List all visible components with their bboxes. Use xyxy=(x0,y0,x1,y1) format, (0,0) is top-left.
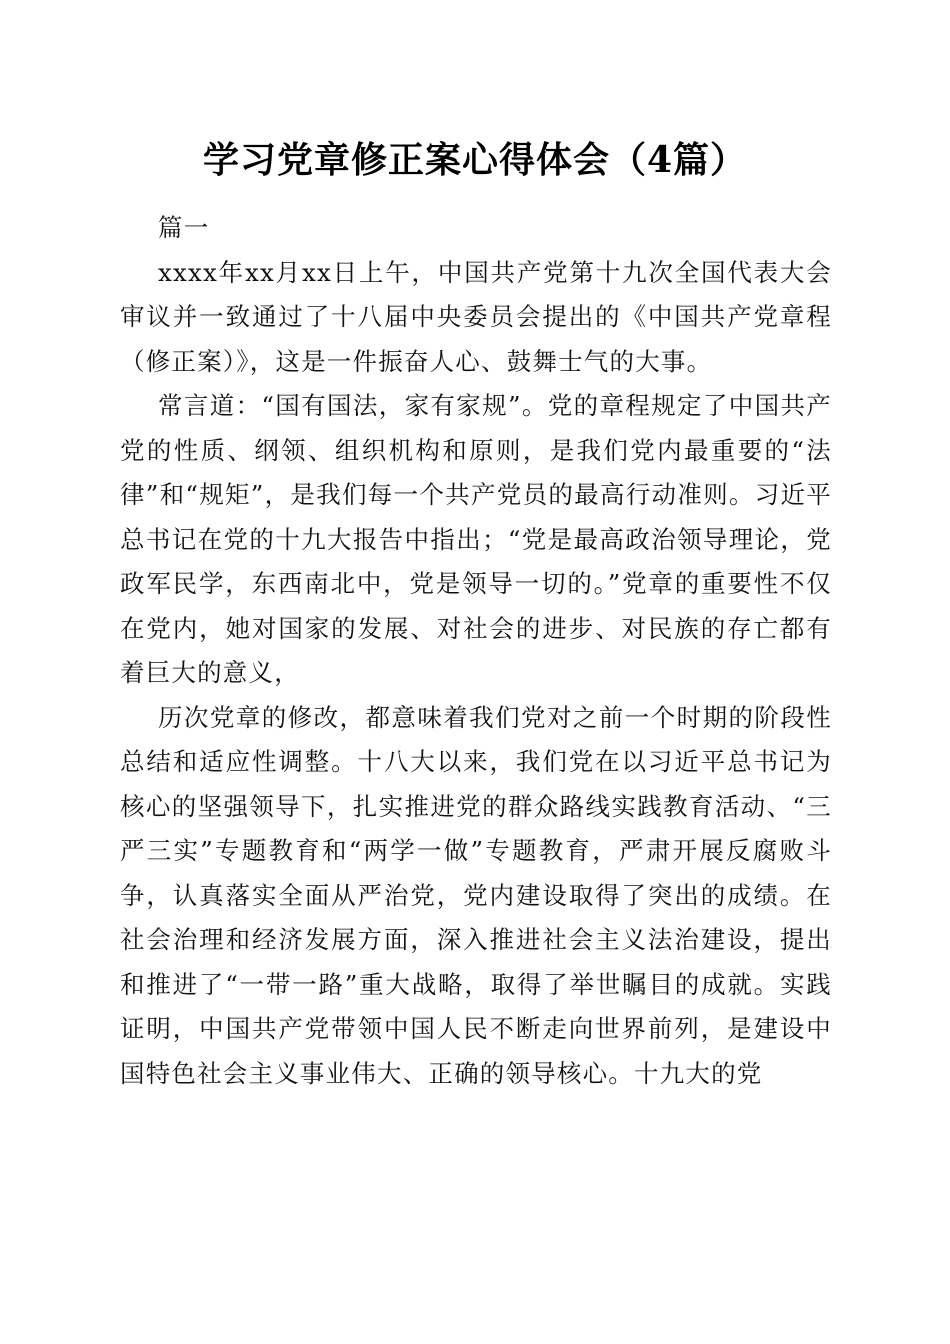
section-label: 篇一 xyxy=(158,213,210,242)
document-body xyxy=(120,206,832,1096)
document-title: 学习党章修正案心得体会（4篇） xyxy=(202,139,748,181)
paragraph-3: 历次党章的修改，都意味着我们党对之前一个时期的阶段性总结和适应性调整。十八大以来，我们党在以习近平总书记为核心的坚强领导下，扎实推进党的群众路线实践教育活动、“三严三实”专题教育和“两学一做”专题教育，严肃开展反腐败斗争，认真落实全面从严治党，党内建设取得了突出的成绩。在社会治理和经济发展方面，深入推进社会主义法治建设，提出和推进了“一带一路”重大战略，取得了举世瞩目的成就。实践证明，中国共产党带领中国人民不断走向世界前列，是建设中国特色社会主义事业伟大、正确的领导核心。十九大的党 xyxy=(120,702,832,1088)
paragraph-2: 常言道：“国有国法，家有家规”。党的章程规定了中国共产党的性质、纲领、组织机构和原则，是我们党内最重要的“法律”和“规矩”，是我们每一个共产党员的最高行动准则。习近平总书记在党的十九大报告中指出；“党是最高政治领导理论，党政军民学，东西南北中，党是领导一切的。”党章的重要性不仅在党内，她对国家的发展、对社会的进步、对民族的存亡都有着巨大的意义， xyxy=(120,391,832,687)
paragraph-1: xxxx年xx月xx日上午，中国共产党第十九次全国代表大会审议并一致通过了十八届中央委员会提出的《中国共产党章程（修正案）》，这是一件振奋人心、鼓舞士气的大事。 xyxy=(120,257,832,376)
